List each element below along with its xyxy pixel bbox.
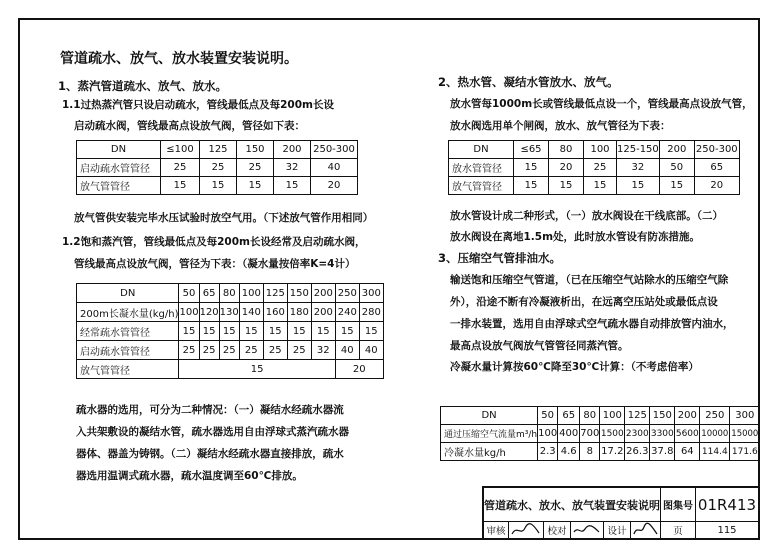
table-superheated-steam xyxy=(76,140,358,195)
table-cell: 15 xyxy=(335,322,359,341)
table-cell: 冷凝水量kg/h xyxy=(441,443,538,461)
table-cell: 15 xyxy=(274,177,311,195)
atlas-number: 01R413 xyxy=(696,488,758,522)
table-row xyxy=(441,443,760,461)
table-row xyxy=(77,177,358,195)
table-cell: 8 xyxy=(580,443,600,461)
section-1-1-line-a: 1.1过热蒸汽管只设启动疏水，管线最低点及每200m长设 xyxy=(62,99,334,111)
table-cell: 150 xyxy=(237,141,274,159)
table-cell: 250 xyxy=(700,407,730,425)
table-cell: 200 xyxy=(659,141,694,159)
table-cell: 25 xyxy=(584,159,617,177)
table-cell: 50 xyxy=(538,407,558,425)
table-cell: 15 xyxy=(239,322,263,341)
check-signature xyxy=(571,522,604,538)
table-cell: 25 xyxy=(200,159,237,177)
table-row xyxy=(77,141,358,159)
table-hot-water xyxy=(448,140,740,195)
table-cell: 100 xyxy=(600,407,625,425)
table-row xyxy=(77,341,384,360)
table-cell: 140 xyxy=(239,303,263,322)
table-cell: 25 xyxy=(263,341,287,360)
atlas-number-label: 图集号 xyxy=(661,488,696,522)
table-cell: 15 xyxy=(514,159,549,177)
trap-text-4: 器选用温调式疏水器，疏水温度调至60℃排放。 xyxy=(76,470,303,482)
table-cell: 20 xyxy=(694,177,739,195)
table-row xyxy=(441,407,760,425)
table-cell: 25 xyxy=(239,341,263,360)
table-row xyxy=(449,141,740,159)
doc-title: 管道疏水、放气、放水装置安装说明。 xyxy=(60,51,298,67)
table-cell: 64 xyxy=(675,443,700,461)
title-block-title: 管道疏水、放水、放气装置安装说明 xyxy=(484,488,661,522)
review-label: 审核 xyxy=(484,522,509,538)
table-cell: 200 xyxy=(311,284,335,303)
table-cell: 2300 xyxy=(625,425,650,443)
section-1-1-line-b: 启动疏水阀，管线最高点设放气阀，管径如下表： xyxy=(74,120,305,132)
table-cell: 17.2 xyxy=(600,443,625,461)
table-cell: 15 xyxy=(161,177,200,195)
table-saturated-steam xyxy=(76,283,384,379)
table-cell: 25 xyxy=(287,341,311,360)
section-2-line-d: 放水阀设在离地1.5m处，此时放水管设有防冻措施。 xyxy=(450,231,701,243)
table-cell: ≤100 xyxy=(161,141,200,159)
design-signature xyxy=(631,522,661,538)
check-label: 校对 xyxy=(544,522,571,538)
table-row xyxy=(77,360,384,379)
section-1-2-line-a: 1.2饱和蒸汽管，管线最低点及每200m长设经常及启动疏水阀， xyxy=(62,236,366,248)
section-3-line-e: 冷凝水量计算按60℃降至30℃计算：（不考虑倍率） xyxy=(450,361,699,373)
table-cell: DN xyxy=(77,141,161,159)
table-row xyxy=(77,303,384,322)
table-cell: 20 xyxy=(311,177,358,195)
table-cell: 放气管管径 xyxy=(449,177,514,195)
page-label: 页 xyxy=(661,522,696,538)
table-cell: 15 xyxy=(287,322,311,341)
table-cell: 250-300 xyxy=(311,141,358,159)
table-cell: 1500 xyxy=(600,425,625,443)
review-signature xyxy=(509,522,544,538)
table-cell: 80 xyxy=(549,141,584,159)
table-cell: 80 xyxy=(580,407,600,425)
table-cell: 100 xyxy=(538,425,558,443)
section-2-line-c: 放水管设计成二种形式，（一）放水阀设在干线底部。（二） xyxy=(450,210,723,222)
table-cell: 100 xyxy=(239,284,263,303)
table-row xyxy=(77,159,358,177)
table-cell: 经常疏水管管径 xyxy=(77,322,179,341)
table-cell: 200 xyxy=(274,141,311,159)
table-cell: 200 xyxy=(311,303,335,322)
table-cell: 80 xyxy=(219,284,239,303)
table-row xyxy=(441,425,760,443)
table-cell: 5600 xyxy=(675,425,700,443)
section-2-heading: 2、热水管、凝结水管放水、放气。 xyxy=(438,75,619,89)
page-number: 115 xyxy=(717,524,737,536)
table-cell: 37.8 xyxy=(650,443,675,461)
table-cell: 15 xyxy=(617,177,660,195)
section-2-line-a: 放水管每1000m长或管线最低点设一个，管线最高点设放气管， xyxy=(450,98,753,110)
table-cell: 26.3 xyxy=(625,443,650,461)
table-cell: 200 xyxy=(675,407,700,425)
table-cell: 40 xyxy=(359,341,383,360)
table-cell: 130 xyxy=(219,303,239,322)
table-cell: 65 xyxy=(199,284,219,303)
table-cell: 50 xyxy=(659,159,694,177)
section-2-line-b: 放水阀选用单个闸阀，放水、放气管径为下表： xyxy=(450,120,671,132)
table-cell: 15 xyxy=(263,322,287,341)
table-cell: DN xyxy=(449,141,514,159)
table-row xyxy=(449,159,740,177)
table-cell: 40 xyxy=(335,341,359,360)
table-cell: 15 xyxy=(237,177,274,195)
table-cell: 15 xyxy=(584,177,617,195)
table-row xyxy=(77,284,384,303)
table-cell: 200m长凝水量(kg/h) xyxy=(77,303,179,322)
table-cell: 15 xyxy=(199,322,219,341)
table-cell: 700 xyxy=(580,425,600,443)
table-cell: 15 xyxy=(311,322,335,341)
table-cell: ≤65 xyxy=(514,141,549,159)
table-cell: 25 xyxy=(179,341,199,360)
table-cell: 180 xyxy=(287,303,311,322)
table-row xyxy=(77,322,384,341)
title-block xyxy=(482,486,760,540)
table-cell: 171.6 xyxy=(730,443,760,461)
table-cell: 2.3 xyxy=(538,443,558,461)
table-cell: 400 xyxy=(558,425,580,443)
table-cell: 15 xyxy=(200,177,237,195)
table-cell: 4.6 xyxy=(558,443,580,461)
table-cell: 300 xyxy=(359,284,383,303)
table-cell: 50 xyxy=(179,284,199,303)
table-cell: 15 xyxy=(219,322,239,341)
table-cell: 160 xyxy=(263,303,287,322)
table-cell: 240 xyxy=(335,303,359,322)
table-cell: 150 xyxy=(650,407,675,425)
table-cell: 280 xyxy=(359,303,383,322)
table-cell: 100 xyxy=(584,141,617,159)
table-cell: 启动疏水管管径 xyxy=(77,341,179,360)
table-cell: 3300 xyxy=(650,425,675,443)
table-cell: 120 xyxy=(199,303,219,322)
table-cell: 15 xyxy=(179,360,335,379)
trap-text-2: 入共架敷设的凝结水管，疏水器选用自由浮球式蒸汽疏水器 xyxy=(76,426,349,438)
table-cell: 25 xyxy=(237,159,274,177)
table-cell: 300 xyxy=(730,407,760,425)
table-cell: 25 xyxy=(161,159,200,177)
table-compressed-air xyxy=(440,406,760,461)
table-cell: 125 xyxy=(263,284,287,303)
table-cell: 25 xyxy=(199,341,219,360)
table-cell: 15000 xyxy=(730,425,760,443)
section-3-heading: 3、压缩空气管排油水。 xyxy=(438,251,562,265)
table-cell: 250-300 xyxy=(694,141,739,159)
table-cell: 32 xyxy=(311,341,335,360)
table-cell: 125 xyxy=(200,141,237,159)
table-cell: 20 xyxy=(335,360,383,379)
table-cell: DN xyxy=(441,407,538,425)
table-cell: 150 xyxy=(287,284,311,303)
table-cell: 启动疏水管管径 xyxy=(77,159,161,177)
section-1-heading: 1、蒸汽管道疏水、放气、放水。 xyxy=(58,79,227,93)
section-3-line-d: 最高点设放气阀放气管管径同蒸汽管。 xyxy=(450,340,629,352)
section-1-2-line-b: 管线最高点设放气阀，管径为下表：（凝水量按倍率K=4计） xyxy=(74,258,356,270)
design-label: 设计 xyxy=(604,522,631,538)
table-cell: 65 xyxy=(558,407,580,425)
table-cell: 25 xyxy=(219,341,239,360)
table-cell: 114.4 xyxy=(700,443,730,461)
table-cell: 32 xyxy=(617,159,660,177)
table-cell: 放气管管径 xyxy=(77,360,179,379)
table-cell: 250 xyxy=(335,284,359,303)
table-cell: 15 xyxy=(359,322,383,341)
table-cell: 10000 xyxy=(700,425,730,443)
vent-note: 放气管供安装完毕水压试验时放空气用。（下述放气管作用相同） xyxy=(74,212,374,224)
trap-text-3: 器体、器盖为铸钢。（二）凝结水经疏水器直接排放，疏水 xyxy=(76,448,344,460)
table-cell: 15 xyxy=(659,177,694,195)
table-cell: 125 xyxy=(625,407,650,425)
section-3-line-c: 一排水装置，选用自由浮球式空气疏水器自动排放管内油水， xyxy=(450,318,734,330)
table-cell: 125-150 xyxy=(617,141,660,159)
table-cell: 通过压缩空气流量m³/h xyxy=(441,425,538,443)
table-cell: 65 xyxy=(694,159,739,177)
table-cell: 40 xyxy=(311,159,358,177)
table-cell: 15 xyxy=(514,177,549,195)
table-cell: 32 xyxy=(274,159,311,177)
table-cell: 放水管管径 xyxy=(449,159,514,177)
section-3-line-a: 输送饱和压缩空气管道，（已在压缩空气站除水的压缩空气除 xyxy=(450,274,729,286)
table-row xyxy=(449,177,740,195)
table-cell: 20 xyxy=(549,159,584,177)
trap-text-1: 疏水器的选用，可分为二种情况：（一）凝结水经疏水器流 xyxy=(76,404,344,416)
table-cell: 15 xyxy=(179,322,199,341)
section-3-line-b: 外），沿途不断有冷凝液析出，在远离空压站处或最低点设 xyxy=(450,296,718,308)
table-cell: 放气管管径 xyxy=(77,177,161,195)
table-cell: 15 xyxy=(549,177,584,195)
table-cell: DN xyxy=(77,284,179,303)
table-cell: 100 xyxy=(179,303,199,322)
